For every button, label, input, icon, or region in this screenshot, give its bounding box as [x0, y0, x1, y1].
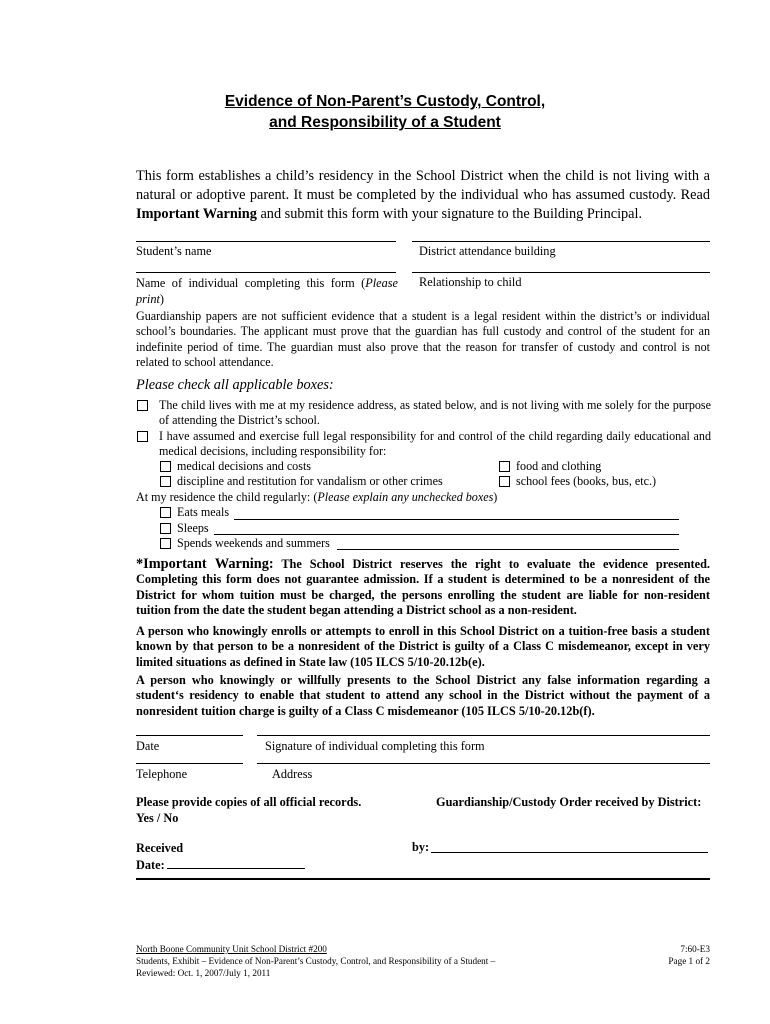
copies-text: Please provide copies of all official records. [136, 795, 362, 809]
received-date-field[interactable] [167, 868, 305, 869]
discipline-label: discipline and restitution for vandalism or other crimes [177, 474, 443, 488]
telephone-label: Telephone [136, 767, 188, 781]
weekends-explain-field[interactable] [337, 549, 679, 550]
weekends-checkbox[interactable] [160, 538, 171, 549]
footer-code: 7:60-E3 [680, 944, 710, 954]
records-block [136, 795, 361, 826]
sleeps-checkbox[interactable] [160, 523, 171, 534]
page-subtitle: and Responsibility of a Student [269, 114, 501, 131]
by-field[interactable] [431, 852, 708, 853]
regularly-italic: Please explain any unchecked boxes [317, 490, 494, 504]
intro-text-b: and submit this form with your signature to the Building Principal. [256, 206, 643, 222]
name-completing-field[interactable] [136, 272, 396, 273]
address-label: Address [272, 767, 313, 781]
student-name-field[interactable] [136, 241, 396, 242]
name-completing-end: ) [159, 292, 165, 306]
school-fees-label: school fees (books, bus, etc.) [516, 474, 657, 488]
sleeps-label: Sleeps [177, 521, 209, 535]
guardianship-note: Guardianship papers are not sufficient evidence that a student is a legal resident within the district’s or individual school’s boundaries. The applicant must prove that the guardian has full custody and control of the student for an indefinite period of time. The guardian must also prove that the reason for transfer of custody and control is not related to school attendance. [136, 309, 710, 369]
date-field[interactable] [136, 735, 243, 736]
intro-text-a: This form establishes a child’s residency in the School District when the child is not living with a natural or adoptive parent. It must be completed by the individual who has assumed custody. Read [136, 168, 710, 203]
name-completing-label [136, 275, 398, 307]
address-field[interactable] [257, 763, 710, 764]
section-divider [136, 878, 710, 880]
footer-subject: Students, Exhibit – Evidence of Non-Parent’s Custody, Control, and Responsibility of a Student – [136, 956, 496, 966]
food-label: food and clothing [516, 459, 602, 473]
footer-reviewed: Reviewed: Oct. 1, 2007/July 1, 2011 [136, 968, 271, 978]
eats-label: Eats meals [177, 505, 230, 519]
regularly-label [136, 490, 497, 505]
sleeps-explain-field[interactable] [214, 534, 679, 535]
warning-text: The School District reserves the right to evaluate the evidence presented. Completing this form does not guarantee admission. If a student is determined to be a nonresident of the District for whom tuition must be charged, the persons enrolling the student are liable for non-resident tuition from the date the student began attending a District school as a non-resident. [136, 557, 711, 618]
page-title: Evidence of Non-Parent’s Custody, Control, [224, 93, 546, 110]
intro-paragraph [136, 167, 710, 224]
lives-with-me-label: The child lives with me at my residence address, as stated below, and is not living with me solely for the purpose of attending the District’s school. [159, 398, 711, 428]
district-building-field[interactable] [412, 241, 710, 242]
medical-checkbox[interactable] [160, 461, 171, 472]
regularly-suffix: ) [493, 490, 498, 504]
received-text: Received [136, 841, 184, 855]
received-date-text: Date: [136, 858, 165, 872]
relationship-label: Relationship to child [419, 275, 522, 289]
food-checkbox[interactable] [499, 461, 510, 472]
eats-checkbox[interactable] [160, 507, 171, 518]
please-print-text: Please print [136, 276, 398, 306]
name-completing-text: Name of individual completing this form ( [136, 276, 366, 290]
order-received-text: Guardianship/Custody Order received by District: [436, 795, 702, 809]
signature-label: Signature of individual completing this form [265, 739, 485, 753]
student-name-label: Student’s name [136, 244, 212, 258]
signature-field[interactable] [257, 735, 710, 736]
district-building-label: District attendance building [419, 244, 556, 258]
footer-district: North Boone Community Unit School District #200 [136, 944, 327, 954]
check-heading: Please check all applicable boxes: [136, 377, 334, 393]
relationship-field[interactable] [412, 272, 710, 273]
eats-explain-field[interactable] [234, 519, 679, 520]
discipline-checkbox[interactable] [160, 476, 171, 487]
date-label: Date [136, 739, 160, 753]
by-text: by: [412, 840, 430, 854]
warning-paragraph-2: A person who knowingly enrolls or attempts to enroll in this School District on a tuition-free basis a student known by that person to be a nonresident of the District is guilty of a Class C misdemeanor, except in very limited situations as defined in State law (105 ILCS 5/10-20.12b(e). [136, 624, 710, 669]
important-warning [136, 557, 710, 619]
warning-label: *Important Warning: [136, 556, 274, 572]
footer-page: Page 1 of 2 [668, 956, 710, 966]
weekends-label: Spends weekends and summers [177, 536, 330, 550]
medical-label: medical decisions and costs [177, 459, 312, 473]
assumed-responsibility-checkbox[interactable] [137, 431, 148, 442]
yes-no-text[interactable]: Yes / No [136, 810, 179, 825]
regularly-prefix: At my residence the child regularly: ( [136, 490, 318, 504]
intro-bold: Important Warning [136, 206, 257, 222]
assumed-responsibility-label: I have assumed and exercise full legal responsibility for and control of the child regarding daily educational and medical decisions, including responsibility for: [159, 429, 711, 459]
school-fees-checkbox[interactable] [499, 476, 510, 487]
warning-paragraph-3: A person who knowingly or willfully presents to the School District any false information regarding a student‘s residency to enable that student to attend any school in the District without the payment of a nonresident tuition charge is guilty of a Class C misdemeanor (105 ILCS 5/10-20.12b(f). [136, 673, 710, 718]
lives-with-me-checkbox[interactable] [137, 400, 148, 411]
telephone-field[interactable] [136, 763, 243, 764]
